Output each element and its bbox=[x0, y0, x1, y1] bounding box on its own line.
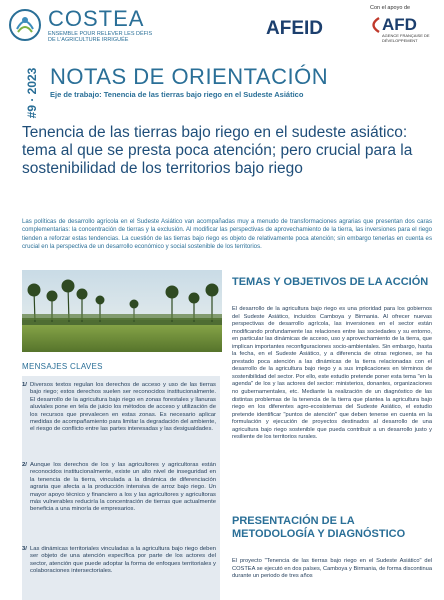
issue-number-text: #9 · 2023 bbox=[25, 67, 39, 119]
afeid-wordmark: AFEID bbox=[266, 18, 323, 39]
afd-support-label: Con el apoyo de bbox=[370, 5, 411, 11]
landscape-photo bbox=[22, 270, 222, 352]
temas-body: El desarrollo de la agricultura bajo riego es una prioridad para los gobiernos del Sudeste Asiático, incluidos Camboya y Birmania. Al ofrecer nuevas perspectivas de desarrollo agrícola, las inversiones en el sector están modificando profundamente las relaciones entre las sociedades y su entorno, en particular las dinámicas de acceso, uso y aprovechamiento de la tierra, que implican importantes reconfiguraciones socio-ambientales. Sin embargo, hasta la fecha, en el Sudeste Asiático, y a diferencia de otras regiones, se ha prestado poca atención a las dinámicas de la tierra relacionadas con el desarrollo de la agricultura bajo riego y a sus implicaciones en términos de sostenibilidad del sector. Por ello, este estudio pretende poner esta tema "en la agenda" de los y las actores del sector: ministerios, donantes, organizaciones no gubernamentales, etc. Mediante la realización de un diagnóstico de las distintas problemas de la tenencia de la tierra que plantea la agricultura bajo riego en los diferentes agro-ecosistemas del Sudeste Asiático, el estudio pretende identificar "puntos de atención" que deben tenerse en cuenta en la formulación y ejecución de proyectos destinados al desarrollo de una agricultura bajo riego sostenible que pueda contribuir a un desarrollo justo y resiliente de los territorios rurales. bbox=[232, 306, 432, 441]
eje-line: Eje de trabajo: Tenencia de las tierras bajo riego en el Sudeste Asiático bbox=[50, 90, 304, 99]
costea-logo bbox=[8, 6, 163, 46]
costea-wordmark: COSTEA bbox=[48, 6, 145, 31]
intro-paragraph: Las políticas de desarrollo agrícola en el Sudeste Asiático van acompañadas muy a menudo de transformaciones agrarias que presentan dos caras complementarias: la concentración de tierras y la exclusión. Al modificar las perspectivas de aprovechamiento de la tierra, las inversiones para el riego tienden a reforzar estas tendencias. La cuestión de las tierras bajo riego es objeto de relativamente poca atención; sin embargo tenerlas en cuenta es crucial en la perspectiva de un desarrollo económico y social sostenible de los territorios. bbox=[22, 218, 432, 251]
clave-item-1 bbox=[22, 382, 216, 434]
costea-tagline: ENSEMBLE POUR RELEVER LES DÉFIS DE L'AGRICULTURE IRRIGUÉE bbox=[48, 31, 153, 43]
series-title: NOTAS DE ORIENTACIÓN bbox=[50, 64, 329, 89]
page-title: Tenencia de las tierras bajo riego en el sudeste asiático: tema al que se presta poca atención; pero crucial para la sostenibilidad de los territorios bajo riego bbox=[22, 124, 413, 177]
afd-arc-icon bbox=[366, 16, 381, 34]
presentacion-body: El proyecto "Tenencia de las tierras bajo riego en el Sudeste Asiático" del COSTEA se ejecutó en dos países, Camboya y Birmania, de forma discontinua durante un periodo de tres años bbox=[232, 558, 432, 580]
page-header bbox=[0, 0, 444, 62]
issue-number bbox=[22, 66, 42, 124]
afd-logo bbox=[360, 5, 440, 45]
clave-number: 3/ bbox=[22, 546, 27, 552]
clave-number: 1/ bbox=[22, 382, 27, 388]
clave-item-2 bbox=[22, 462, 216, 514]
clave-text: Diversos textos regulan los derechos de acceso y uso de las tierras bajo riego; estos derechos suelen ser reconocidos institucionalmente. El desarrollo de la agricultura bajo riego en zonas forestales y llanuras aluviales pone en tela de juicio los métodos de acceso y utilización de los recursos que prevalecen en estas zonas. Es necesario aplicar medidas de acompañamiento para limitar la degradación del ambiente, el riesgo de conflicto entre las partes interesadas y las desigualdades. bbox=[30, 382, 216, 433]
afd-wordmark: AFD bbox=[382, 15, 417, 34]
costea-emblem-icon bbox=[8, 8, 42, 42]
presentacion-title: PRESENTACIÓN DE LA METODOLOGÍA Y DIAGNÓSTICO bbox=[232, 515, 406, 540]
afeid-logo bbox=[266, 18, 356, 42]
clave-text: Aunque los derechos de los y las agricultores y agricultoras están reconocidos institucionalmente, existe un alto nivel de inseguridad en la tenencia de la tierra, vinculada a la dinámica de diferenciación agraria que afecta a la producción intensiva de arroz bajo riego. Un mayor apoyo técnico y financiero a los y las agricultores y agricultoras más vulnerables reduciría la concentración de tierras que actualmente beneficia a una minoría de empresarios. bbox=[30, 462, 216, 513]
mensajes-claves-title: MENSAJES CLAVES bbox=[22, 362, 103, 371]
clave-text: Las dinámicas territoriales vinculadas a la agricultura bajo riego deben ser objeto de una atención específica por parte de los actores del sector, atención que puede adoptar la forma de enfoques territoriales y colaboraciones intersectoriales. bbox=[30, 546, 216, 575]
landscape-photo-image bbox=[22, 270, 222, 352]
clave-item-3 bbox=[22, 546, 216, 576]
mensajes-claves-box bbox=[22, 376, 220, 600]
temas-title: TEMAS Y OBJETIVOS DE LA ACCIÓN bbox=[232, 276, 429, 288]
clave-number: 2/ bbox=[22, 462, 27, 468]
afd-subline: AGENCE FRANÇAISE DE DÉVELOPPEMENT bbox=[382, 33, 430, 43]
